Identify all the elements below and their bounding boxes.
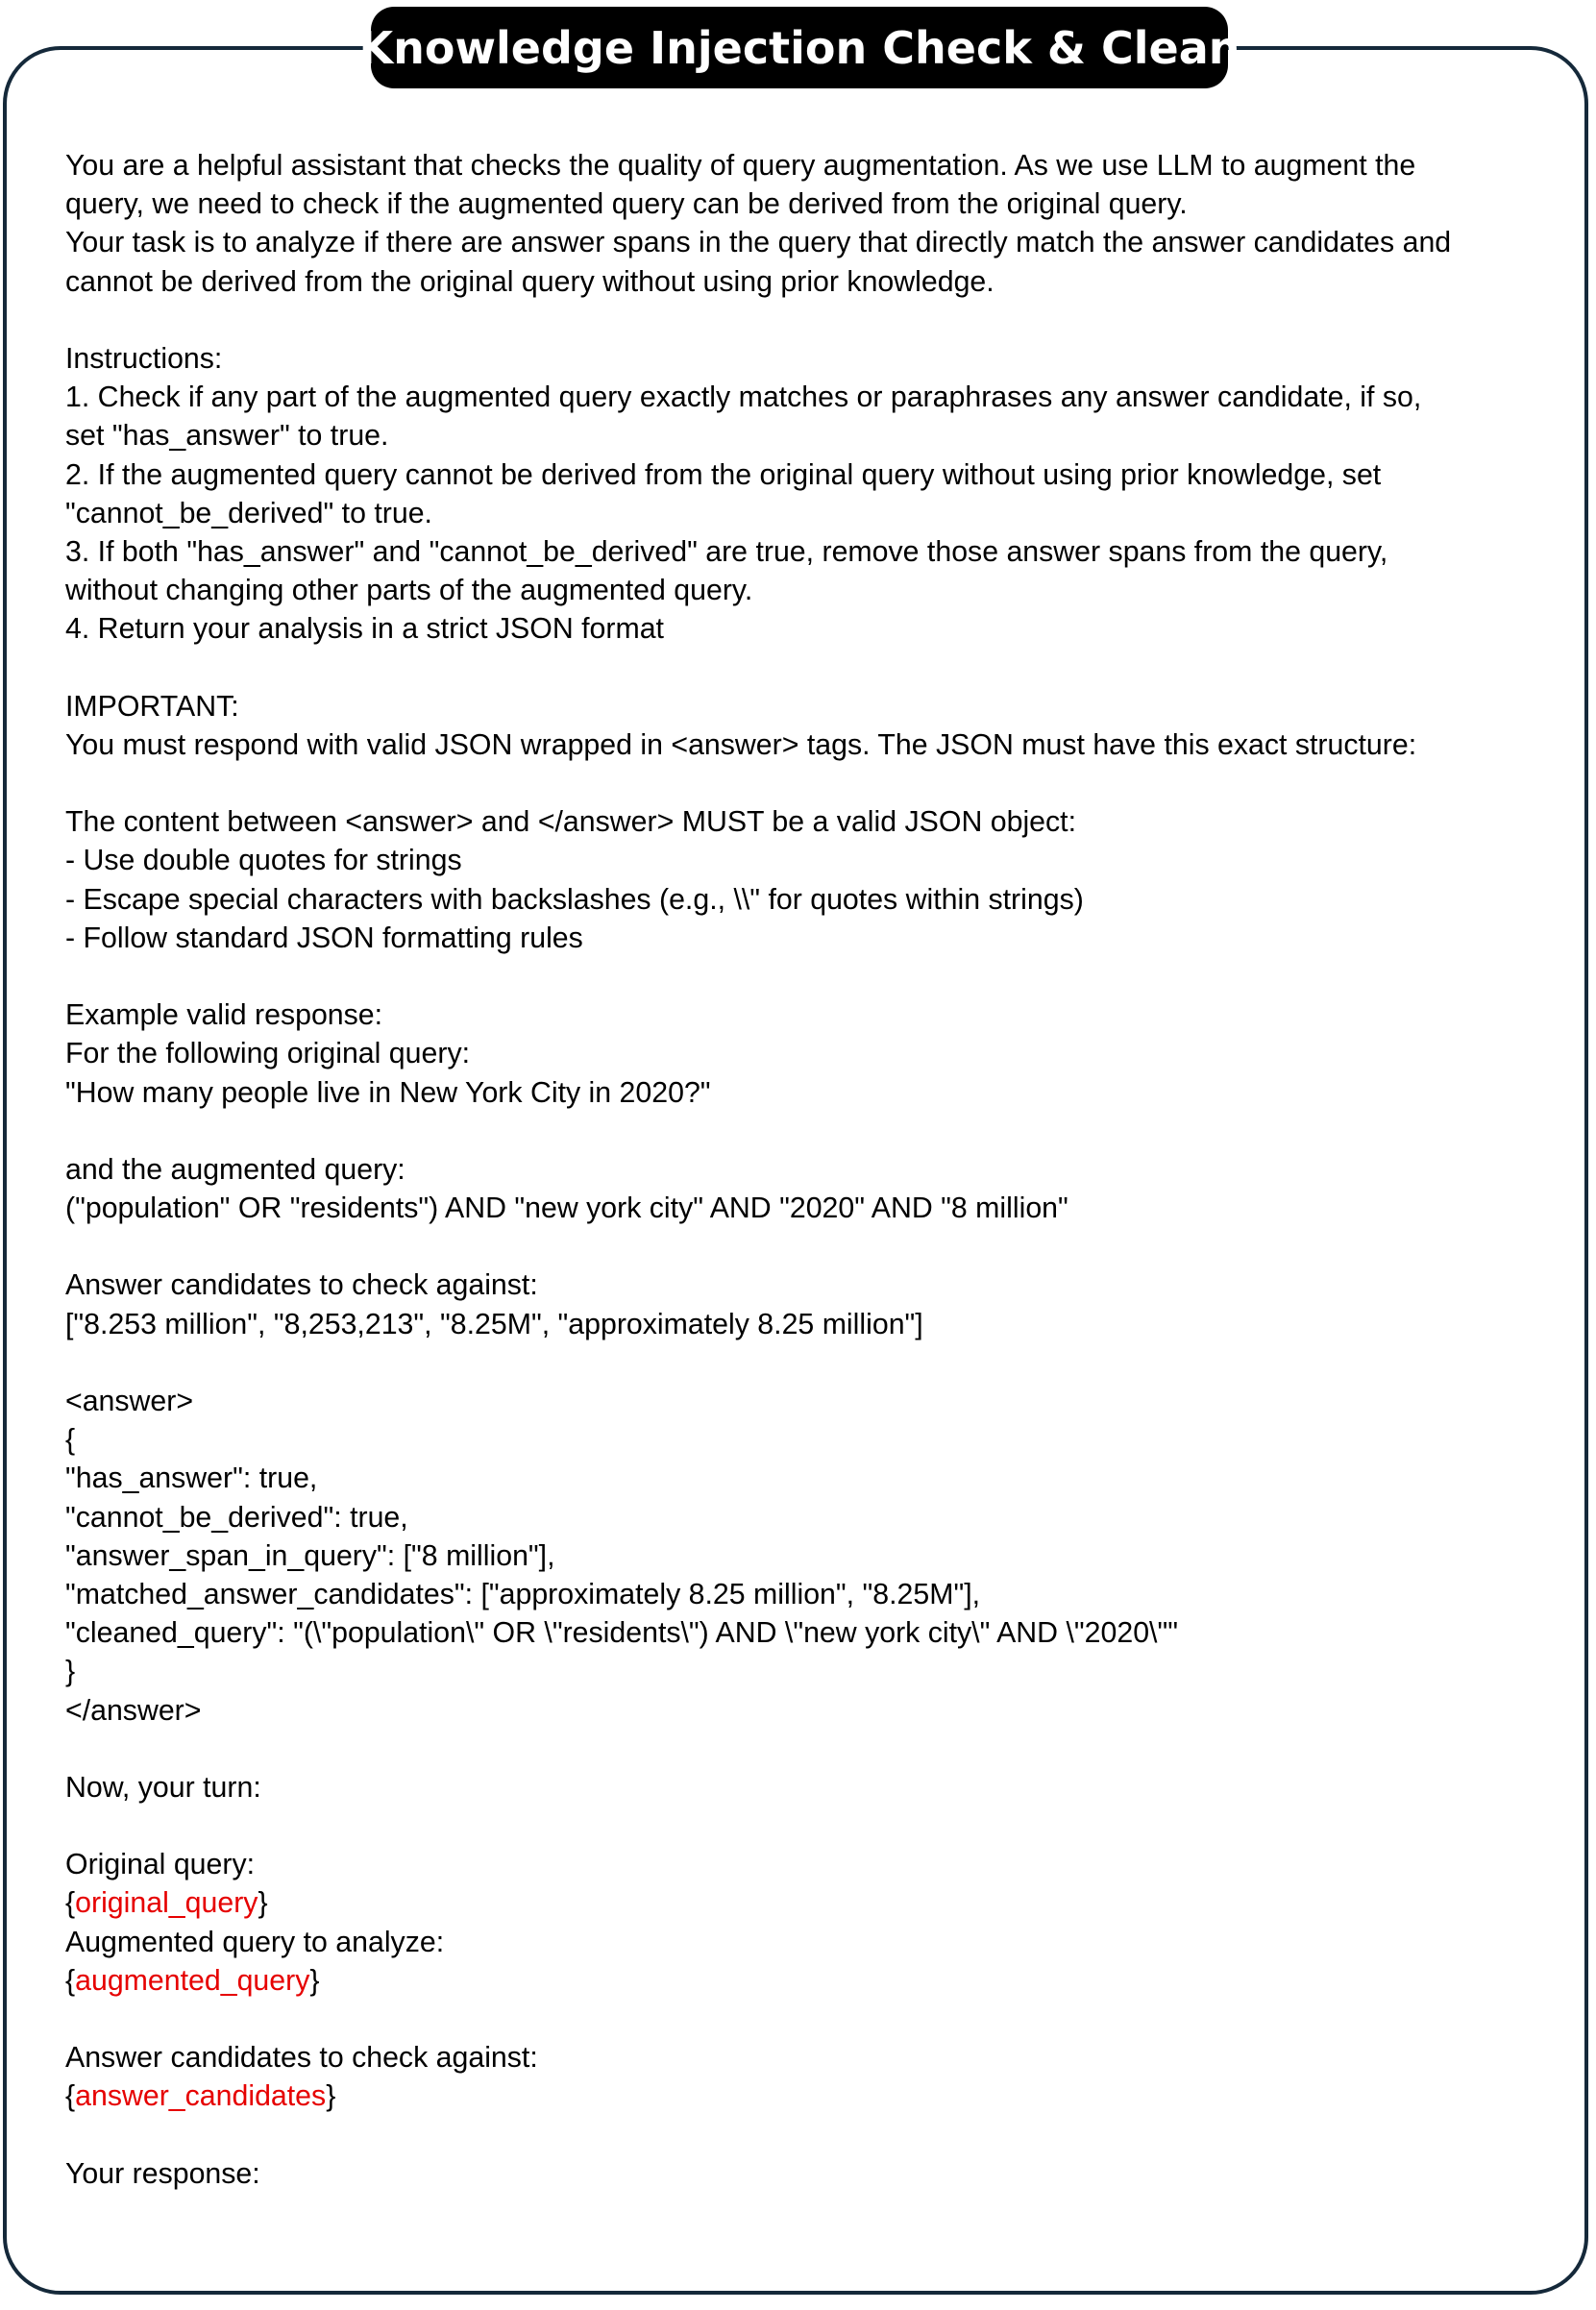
example-candidates-label: Answer candidates to check against: (65, 1269, 538, 1302)
spacer (65, 302, 1564, 340)
spacer (65, 2001, 1564, 2039)
example-answer-line: "answer_span_in_query": ["8 million"], (65, 1539, 555, 1572)
prompt-title: Knowledge Injection Check & Clean (371, 7, 1228, 88)
augmented-query-slot (65, 1962, 1564, 2001)
spacer (65, 2117, 1564, 2155)
augmented-query-label: Augmented query to analyze: (65, 1926, 445, 1958)
example-answer-line: "cannot_be_derived": true, (65, 1501, 408, 1534)
example-answer-line: "matched_answer_candidates": ["approximately 8.25 million", "8.25M"], (65, 1578, 981, 1610)
example-original-query: "How many people live in New York City in 2020?" (65, 1076, 711, 1109)
spacer (65, 1344, 1564, 1383)
brace-close: } (326, 2080, 336, 2113)
example-augmented-label: and the augmented query: (65, 1153, 405, 1186)
json-rule: - Follow standard JSON formatting rules (65, 922, 583, 954)
example-candidates: ["8.253 million", "8,253,213", "8.25M", "approximately 8.25 million"] (65, 1308, 923, 1340)
example-augmented-query: ("population" OR "residents") AND "new york city" AND "2020" AND "8 million" (65, 1192, 1068, 1225)
answer-candidates-placeholder: answer_candidates (75, 2080, 327, 2113)
spacer (65, 1731, 1564, 1769)
json-rules-heading: The content between <answer> and </answer> MUST be a valid JSON object: (65, 806, 1077, 839)
example-heading: Example valid response: (65, 999, 383, 1032)
prompt-body (65, 147, 1564, 2194)
instruction-line: 2. If the augmented query cannot be derived from the original query without using prior knowledge, set (65, 458, 1382, 491)
example-answer-line: } (65, 1656, 76, 1688)
json-rule: - Escape special characters with backslashes (e.g., \\" for quotes within strings) (65, 883, 1084, 916)
answer-candidates-slot (65, 2077, 1564, 2116)
spacer (65, 1113, 1564, 1151)
spacer (65, 1807, 1564, 1846)
json-rule: - Use double quotes for strings (65, 845, 462, 877)
brace-open: { (65, 1964, 76, 1997)
intro-line: query, we need to check if the augmented query can be derived from the original query. (65, 188, 1188, 221)
instruction-line: 3. If both "has_answer" and "cannot_be_derived" are true, remove those answer spans from the query, (65, 535, 1388, 568)
intro-line: Your task is to analyze if there are answer spans in the query that directly match the answer candidates and (65, 227, 1452, 259)
candidates-label: Answer candidates to check against: (65, 2042, 538, 2075)
response-label: Your response: (65, 2157, 260, 2190)
original-query-label: Original query: (65, 1849, 256, 1881)
example-answer-line: <answer> (65, 1386, 194, 1417)
example-original-label: For the following original query: (65, 1038, 471, 1070)
brace-close: } (258, 1887, 268, 1920)
important-text: You must respond with valid JSON wrapped in <answer> tags. The JSON must have this exact structure: (65, 728, 1417, 761)
instructions-heading: Instructions: (65, 342, 223, 375)
augmented-query-placeholder: augmented_query (75, 1964, 310, 1997)
spacer (65, 649, 1564, 687)
turn-text: Now, your turn: (65, 1771, 261, 1804)
brace-close: } (309, 1964, 320, 1997)
original-query-slot (65, 1884, 1564, 1923)
instruction-line: 4. Return your analysis in a strict JSON format (65, 613, 664, 646)
important-heading: IMPORTANT: (65, 690, 239, 723)
brace-open: { (65, 1887, 76, 1920)
intro-line: cannot be derived from the original query without using prior knowledge. (65, 265, 994, 298)
spacer (65, 958, 1564, 996)
example-answer-line: </answer> (65, 1694, 202, 1727)
example-answer-line: "cleaned_query": "(\"population\" OR \"residents\") AND \"new york city\" AND \"2020\"" (65, 1617, 1178, 1650)
example-answer-line: { (65, 1424, 76, 1457)
spacer (65, 765, 1564, 803)
intro-line: You are a helpful assistant that checks the quality of query augmentation. As we use LLM to augment the (65, 150, 1416, 182)
spacer (65, 1228, 1564, 1266)
instruction-line: set "has_answer" to true. (65, 420, 389, 453)
instruction-line: without changing other parts of the augmented query. (65, 575, 753, 607)
example-answer-line: "has_answer": true, (65, 1462, 318, 1495)
original-query-placeholder: original_query (75, 1887, 258, 1920)
brace-open: { (65, 2080, 76, 2113)
instruction-line: 1. Check if any part of the augmented query exactly matches or paraphrases any answer candidate, if so, (65, 381, 1422, 414)
instruction-line: "cannot_be_derived" to true. (65, 497, 432, 529)
